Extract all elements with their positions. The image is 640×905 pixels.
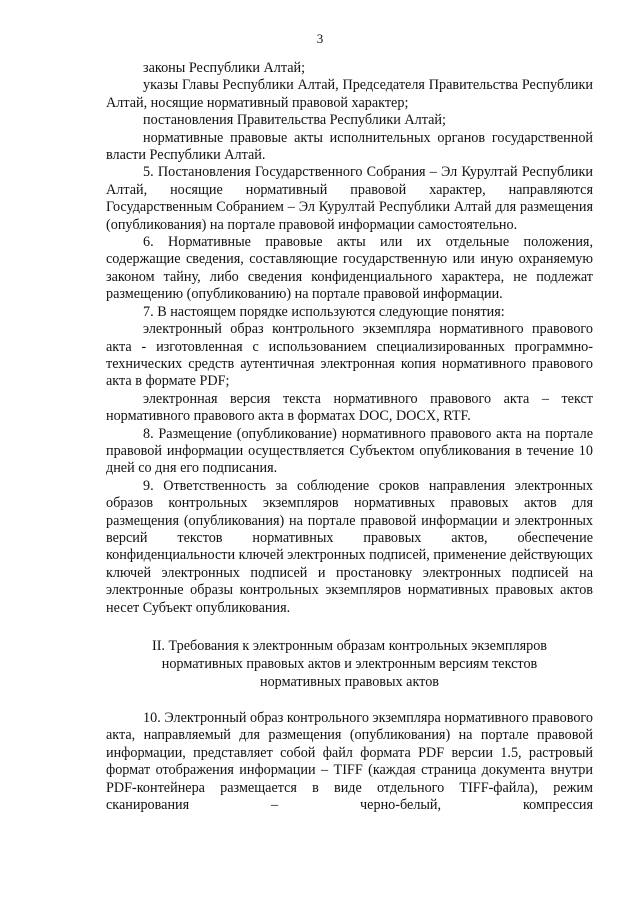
paragraph-item-9: 9. Ответственность за соблюдение сроков направления электронных образов контрольных экземпляров нормативных правовых актов для размещения (опубликования) на портале правовой информации и электронных версий текстов нормативных правовых актов, обеспечение конфиденциальности ключей электронных подписей, применение действующих ключей электронных подписей и простановку электронных подписей на электронные образы контрольных экземпляров нормативных правовых актов несет Субъект опубликования. (106, 477, 593, 616)
paragraph-electronic-image-definition: электронный образ контрольного экземпляра нормативного правового акта - изготовленная с использованием специализированных программно-технических средств аутентичная электронная копия нормативного правового акта в формате PDF; (106, 321, 593, 390)
paragraph-item-6: 6. Нормативные правовые акты или их отдельные положения, содержащие сведения, составляющие государственную или иную охраняемую законом тайну, либо сведения конфиденциального характера, не подлежат размещению (опубликованию) на портале правовой информации. (106, 234, 593, 303)
paragraph-normative-acts: нормативные правовые акты исполнительных органов государственной власти Республики Алтай. (106, 129, 593, 164)
paragraph-decrees: указы Главы Республики Алтай, Председателя Правительства Республики Алтай, носящие нормативный правовой характер; (106, 77, 593, 111)
paragraph-item-7: 7. В настоящем порядке используются следующие понятия: (143, 303, 505, 320)
paragraph-laws: законы Республики Алтай; (143, 60, 306, 76)
page-number: 3 (316, 31, 324, 46)
paragraph-electronic-version-definition: электронная версия текста нормативного правового акта – текст нормативного правового акта в форматах DOC, DOCX, RTF. (106, 390, 593, 425)
paragraph-item-8: 8. Размещение (опубликование) нормативного правового акта на портале правовой информации осуществляется Субъектом опубликования в течение 10 дней со дня его подписания. (106, 425, 593, 477)
document-body (106, 60, 593, 814)
section-heading-line: II. Требования к электронным образам контрольных экземпляров (151, 638, 548, 654)
section-heading (106, 637, 593, 691)
section-heading-line: нормативных правовых актов и электронным версиям текстов (161, 656, 538, 672)
section-heading-line: нормативных правовых актов (260, 674, 439, 690)
paragraph-item-5: 5. Постановления Государственного Собрания – Эл Курултай Республики Алтай, носящие нормативный правовой характер, направляются Государственным Собранием – Эл Курултай Республики Алтай для размещения (опубликования) на портале правовой информации самостоятельно. (106, 164, 593, 233)
paragraph-resolutions: постановления Правительства Республики Алтай; (143, 112, 446, 129)
paragraph-item-10: 10. Электронный образ контрольного экземпляра нормативного правового акта, направляемый для размещения (опубликования) на портале правовой информации, представляет собой файл формата PDF версии 1.5, растровый формат отображения информации – TIFF (каждая страница документа внутри PDF-контейнера размещается в виде отдельного TIFF-файла), режим сканирования – черно-белый, компрессия (106, 710, 593, 814)
